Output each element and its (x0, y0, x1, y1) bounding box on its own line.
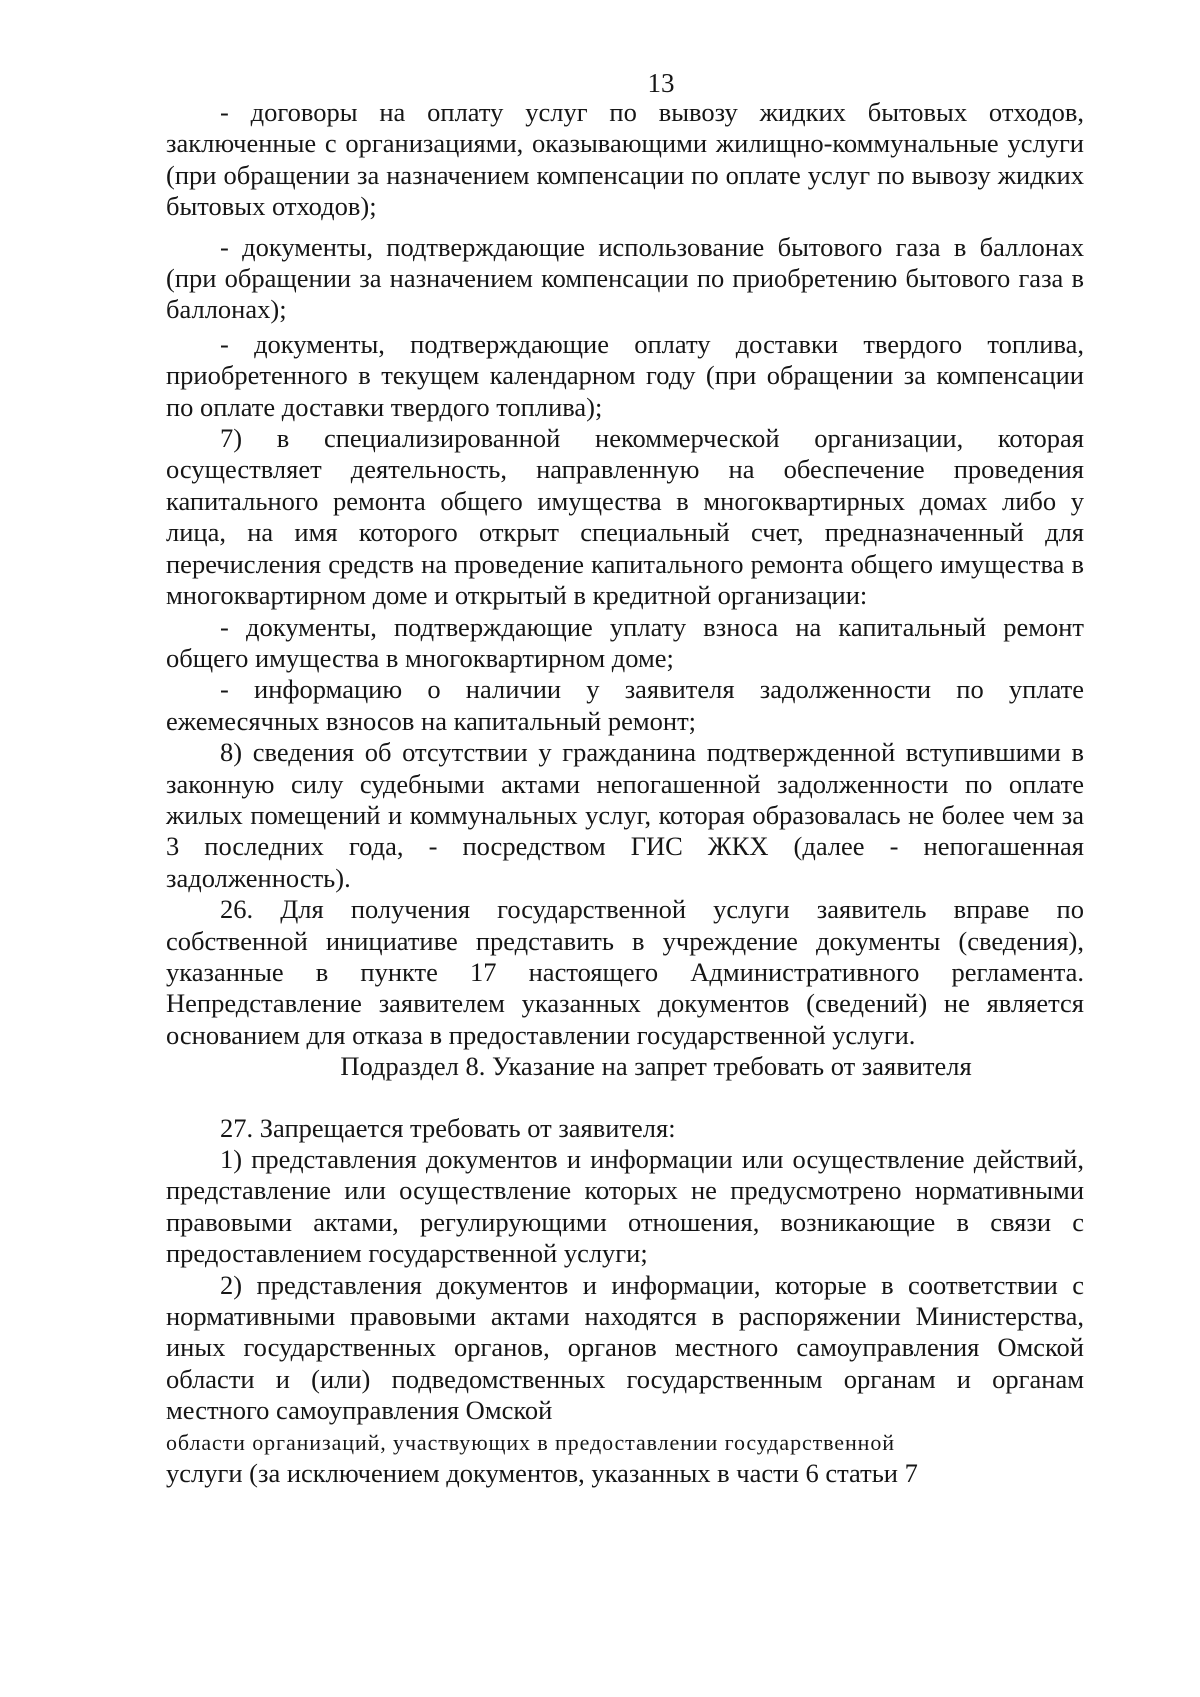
paragraph-item-27: 27. Запрещается требовать от заявителя: (220, 1112, 676, 1143)
section-heading: Подраздел 8. Указание на запрет требовать от заявителя (340, 1051, 972, 1082)
paragraph-item-26: 26. Для получения государственной услуги заявитель вправе по собственной инициативе представить в учреждение документы (сведения), указанные в пункте 17 настоящего Административного регламента. Непредставление заявителем указанных документов (сведений) не является основанием для отказа в предоставлении государственной услуги. (166, 894, 1084, 1050)
page-number: 13 (647, 68, 675, 98)
document-body (166, 97, 1084, 1489)
paragraph-item-7: 7) в специализированной некоммерческой организации, которая осуществляет деятельность, направленную на обеспечение проведения капитального ремонта общего имущества в многоквартирных домах либо у лица, на имя которого открыт специальный счет, предназначенный для перечисления средств на проведение капитального ремонта общего имущества в многоквартирном доме и открытый в кредитной организации: (166, 423, 1084, 611)
paragraph-capital-repair-payment: - документы, подтверждающие уплату взноса на капитальный ремонт общего имущества в многоквартирном доме; (166, 611, 1084, 673)
paragraph-solid-fuel-delivery: - документы, подтверждающие оплату доставки твердого топлива, приобретенного в текущем календарном году (при обращении за компенсации по оплате доставки твердого топлива); (166, 328, 1084, 422)
paragraph-item-27-1: 1) представления документов и информации или осуществление действий, представление или осуществление которых не предусмотрено нормативными правовыми актами, регулирующими отношения, возникающие в связи с предоставлением государственной услуги; (166, 1144, 1084, 1269)
paragraph-item-27-2-end: услуги (за исключением документов, указанных в части 6 статьи 7 (166, 1458, 918, 1489)
paragraph-item-27-2-cont: области организаций, участвующих в предоставлении государственной (166, 1429, 895, 1455)
paragraph-item-27-2: 2) представления документов и информации, которые в соответствии с нормативными правовыми актами находятся в распоряжении Министерства, иных государственных органов, органов местного самоуправления Омской области и (или) подведомственных государственным органам и органам местного самоуправления Омской (166, 1269, 1084, 1426)
paragraph-capital-repair-debt: - информацию о наличии у заявителя задолженности по уплате ежемесячных взносов на капитальный ремонт; (166, 674, 1084, 736)
paragraph-item-8: 8) сведения об отсутствии у гражданина подтвержденной вступившими в законную силу судебными актами непогашенной задолженности по оплате жилых помещений и коммунальных услуг, которая образовалась не более чем за 3 последних года, - посредством ГИС ЖКХ (далее - непогашенная задолженность). (166, 737, 1084, 893)
paragraph-liquid-waste-contracts: - договоры на оплату услуг по вывозу жидких бытовых отходов, заключенные с организациями, оказывающими жилищно-коммунальные услуги (при обращении за назначением компенсации по оплате услуг по вывозу жидких бытовых отходов); (166, 97, 1084, 222)
paragraph-gas-cylinders: - документы, подтверждающие использование бытового газа в баллонах (при обращении за назначением компенсации по приобретению бытового газа в баллонах); (166, 231, 1084, 325)
